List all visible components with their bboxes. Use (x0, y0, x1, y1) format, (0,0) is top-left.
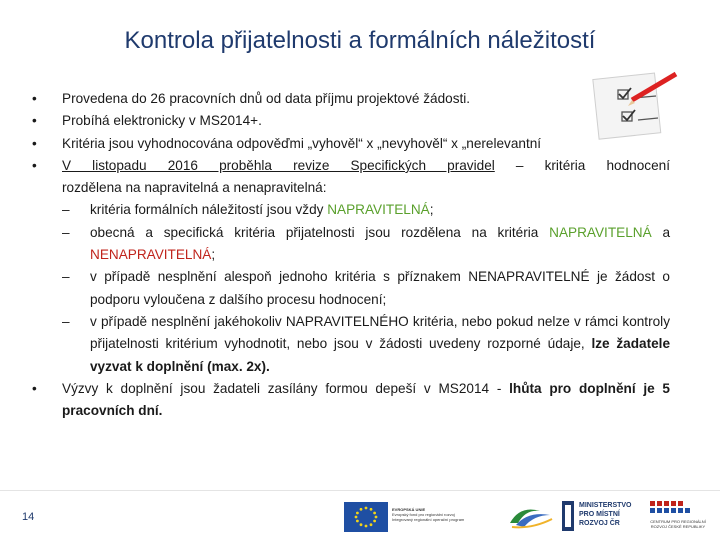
irop-swoosh-logo (506, 501, 556, 531)
sub-item (28, 199, 670, 221)
sub-item (28, 311, 670, 378)
bullet-marker: • (32, 135, 37, 151)
eu-logo (344, 501, 504, 533)
mmr-line-2: PRO MÍSTNÍ (579, 511, 620, 518)
sub-text: v případě nesplnění alespoň jednoho kritéria s příznakem NENAPRAVITELNÉ je žádost o podporu vyloučena z dalšího procesu hodnocení; (90, 269, 670, 307)
revision-text: V listopadu 2016 proběhla revize Specifických pravidel (62, 157, 495, 173)
napravitelna-label: NAPRAVITELNÁ (327, 202, 430, 218)
bullet-marker: • (32, 91, 37, 106)
mmr-line-3: ROZVOJ ČR (579, 520, 620, 527)
content-body (28, 88, 670, 422)
bullet-text: Probíhá elektronicky v MS2014+. (62, 113, 262, 129)
crr-label: CENTRUM PRO REGIONÁLNÍ ROZVOJ ČESKÉ REPUBLIKY (650, 519, 706, 529)
bullet-item (28, 88, 670, 110)
footer (0, 490, 720, 541)
bullet-text: rozdělena na napravitelná a nenapravitelná: (62, 180, 327, 196)
bullet-text: Provedena do 26 pracovních dnů od data příjmu projektové žádosti. (62, 91, 471, 106)
mmr-line-1: MINISTERSTVO (579, 502, 632, 509)
bullet-item (28, 110, 670, 132)
sub-text: kritéria formálních náležitostí jsou vždy (90, 202, 328, 218)
page-title: Kontrola přijatelnosti a formálních náležitostí (124, 27, 596, 54)
crr-emblem-icon (650, 499, 706, 517)
sub-text: v případě nesplnění jakéhokoliv NAPRAVITELNÉHO kritéria, nebo pokud nelze v rámci kontroly přijatelnosti kritérium vyhodnotit, nebo jsou v žádosti uvedeny rozporné údaje, (90, 313, 670, 352)
bullet-item (28, 133, 670, 155)
eu-program-label: Integrovaný regionální operační program (392, 517, 465, 522)
mmr-emblem-icon (560, 499, 576, 533)
bullet-text: – kritéria hodnocení (494, 157, 670, 173)
punctuation: ; (429, 202, 434, 218)
bullet-marker: • (32, 380, 37, 396)
sub-item (28, 222, 670, 267)
page-number: 14 (22, 511, 35, 523)
dash-marker: – (62, 202, 70, 218)
dash-marker: – (62, 224, 70, 240)
sub-text: a (651, 224, 671, 240)
napravitelna-label: NAPRAVITELNÁ (549, 224, 652, 240)
bullet-text: Výzvy k doplnění jsou žadateli zasílány formou depeší v MS2014 - (62, 380, 510, 396)
sub-text-bold: lze žadatele vyzvat k doplnění (max. 2x). (90, 336, 671, 374)
crr-logo (642, 499, 714, 533)
dash-marker: – (62, 269, 70, 285)
punctuation: ; (211, 247, 216, 263)
bullet-item (28, 155, 670, 200)
bullet-text: Kritéria jsou vyhodnocována odpověďmi „vyhověl“ x „nevyhověl“ x „nerelevantní (62, 135, 542, 151)
bullet-text-bold: lhůta pro doplnění je 5 pracovních dní. (62, 380, 670, 419)
bullet-marker: • (32, 113, 37, 129)
eu-flag-icon (344, 502, 388, 532)
dash-marker: – (62, 313, 70, 329)
nenapravitelna-label: NENAPRAVITELNÁ (90, 247, 212, 263)
bullet-item (28, 378, 670, 423)
sub-item (28, 266, 670, 311)
mmr-logo (560, 499, 640, 533)
bullet-marker: • (32, 157, 37, 173)
bullet-line (62, 155, 670, 177)
sub-text: obecná a specifická kritéria přijatelnosti jsou rozdělena na kritéria (90, 224, 550, 240)
eu-fund-label: Evropský fond pro regionální rozvoj (392, 512, 455, 517)
eu-label: EVROPSKÁ UNIE (392, 507, 426, 512)
